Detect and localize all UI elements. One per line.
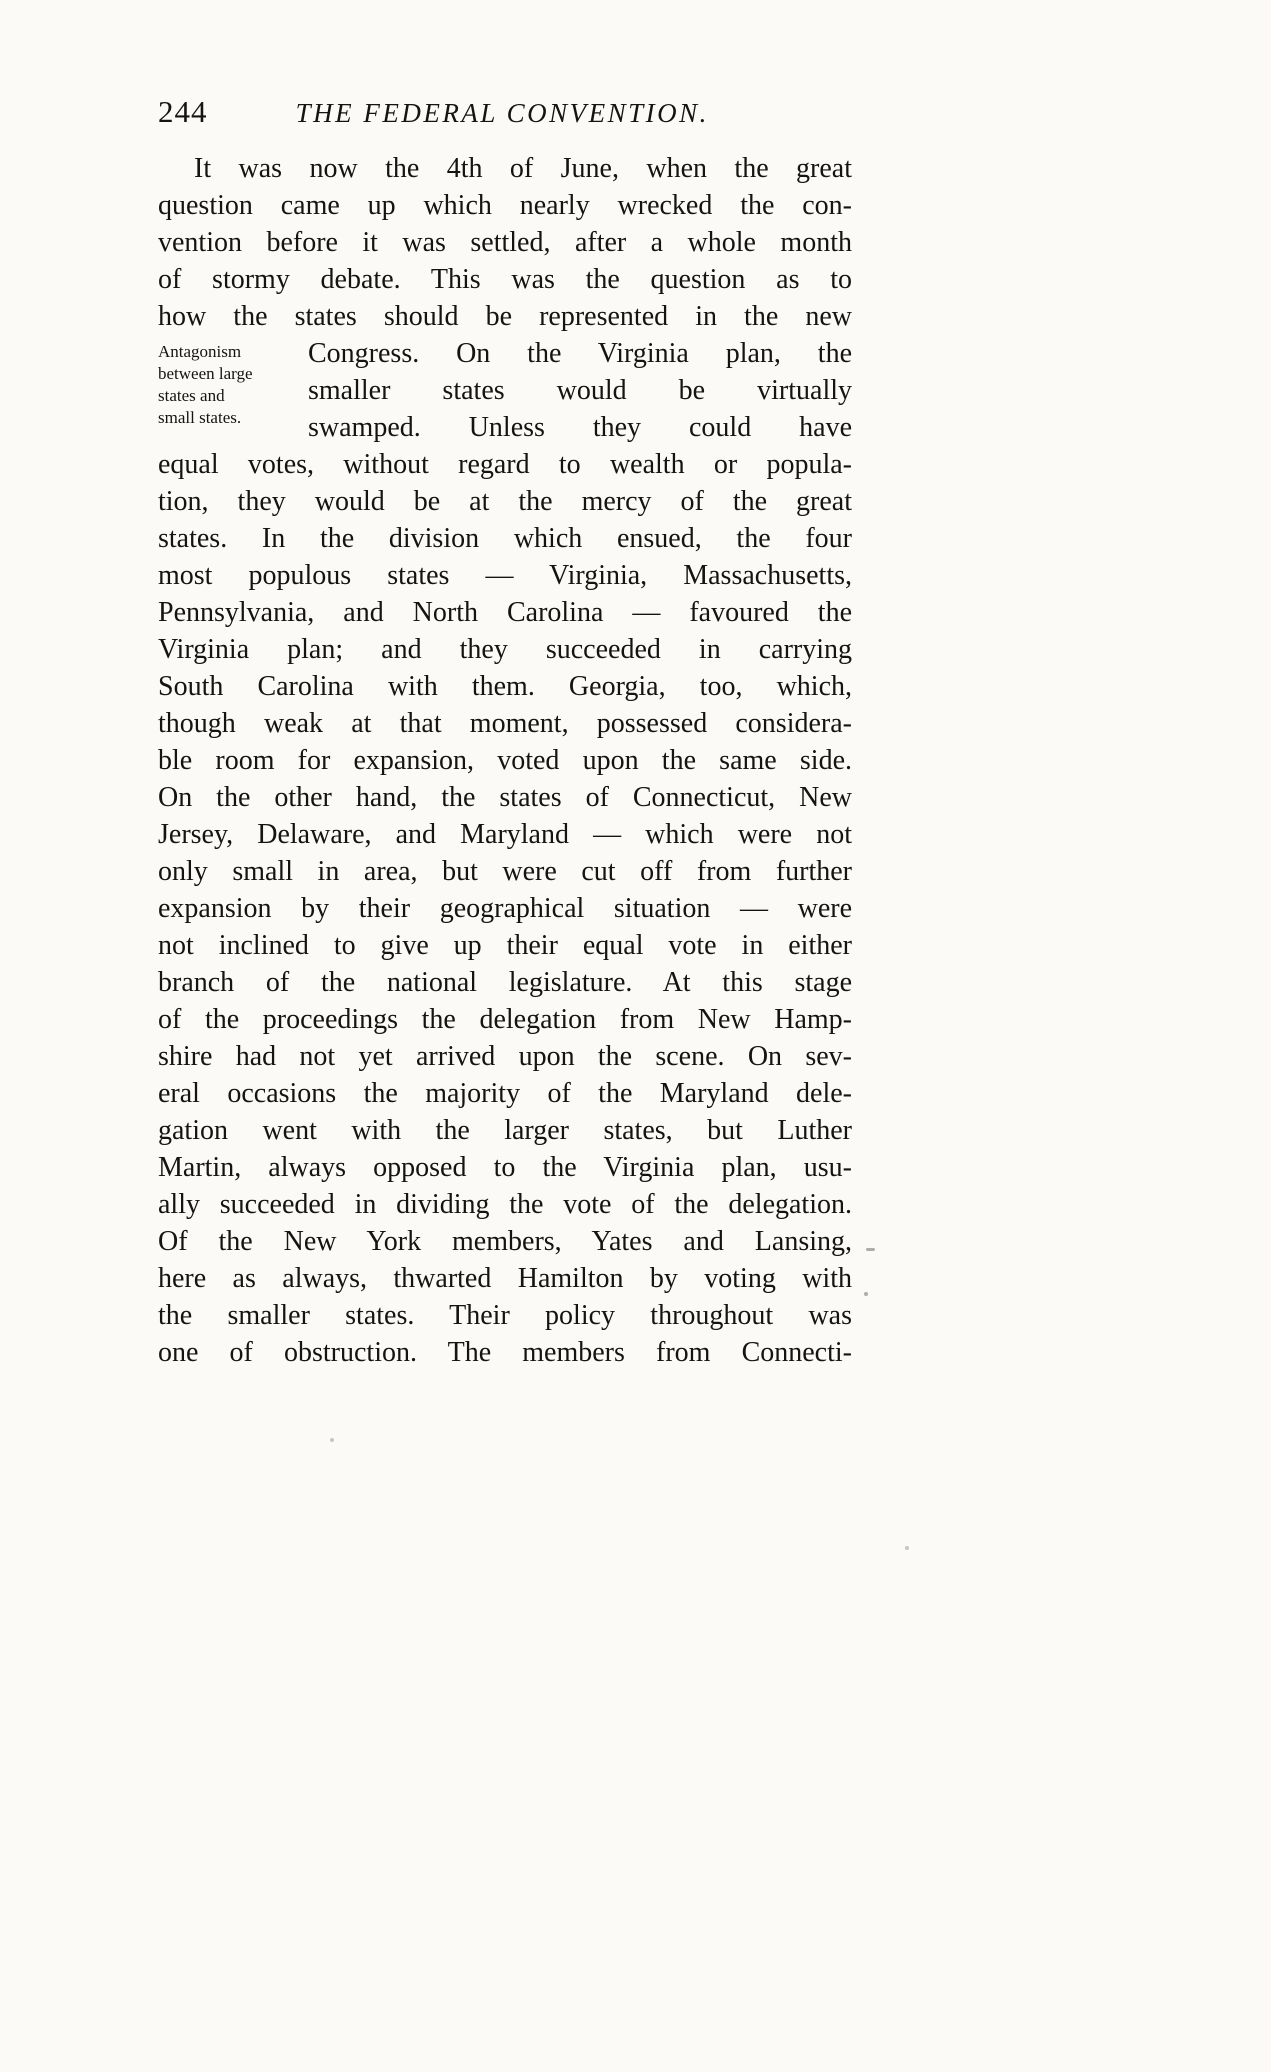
text-line: On the other hand, the states of Connecticut, New — [158, 782, 852, 813]
text-line: how the states should be represented in the new — [158, 301, 852, 332]
text-line: though weak at that moment, possessed considera- — [158, 708, 852, 739]
scan-artifact — [330, 1438, 334, 1442]
scan-artifact — [905, 1546, 909, 1550]
text-line: equal votes, without regard to wealth or popula- — [158, 449, 852, 480]
page-header — [158, 94, 852, 130]
page-number: 244 — [158, 94, 208, 129]
text-line: Jersey, Delaware, and Maryland — which were not — [158, 819, 852, 850]
text-line: one of obstruction. The members from Connecti- — [158, 1337, 852, 1368]
text-line: states. In the division which ensued, the four — [158, 523, 852, 554]
text-line: South Carolina with them. Georgia, too, which, — [158, 671, 852, 702]
text-line: only small in area, but were cut off from further — [158, 856, 852, 887]
text-line: of stormy debate. This was the question as to — [158, 264, 852, 295]
scan-artifact — [866, 1248, 875, 1251]
note-row — [158, 335, 852, 446]
scan-artifact — [864, 1292, 868, 1296]
text-line: eral occasions the majority of the Maryland dele- — [158, 1078, 852, 1109]
text-line: Pennsylvania, and North Carolina — favoured the — [158, 597, 852, 628]
text-line: branch of the national legislature. At this stage — [158, 967, 852, 998]
text-line: of the proceedings the delegation from New Hamp- — [158, 1004, 852, 1035]
text-line: tion, they would be at the mercy of the great — [158, 486, 852, 517]
running-title: THE FEDERAL CONVENTION. — [295, 98, 709, 128]
text-line: It was now the 4th of June, when the great — [194, 153, 852, 184]
text-line: not inclined to give up their equal vote in either — [158, 930, 852, 961]
text-line: smaller states would be virtually — [308, 375, 852, 406]
paragraph-top — [158, 150, 852, 335]
margin-note-line: between large — [158, 364, 253, 383]
text-line: gation went with the larger states, but Luther — [158, 1115, 852, 1146]
text-line: vention before it was settled, after a whole month — [158, 227, 852, 258]
text-line: the smaller states. Their policy throughout was — [158, 1300, 852, 1331]
text-line: expansion by their geographical situation — were — [158, 893, 852, 924]
text-line: here as always, thwarted Hamilton by voting with — [158, 1263, 852, 1294]
body-text — [158, 150, 852, 1371]
text-line: Martin, always opposed to the Virginia plan, usu- — [158, 1152, 852, 1183]
text-line: ally succeeded in dividing the vote of the delegation. — [158, 1189, 852, 1220]
text-line: Of the New York members, Yates and Lansing, — [158, 1226, 852, 1257]
text-line: Congress. On the Virginia plan, the — [308, 338, 852, 369]
text-line: question came up which nearly wrecked the con- — [158, 190, 852, 221]
text-line: swamped. Unless they could have — [308, 412, 852, 443]
text-line: most populous states — Virginia, Massachusetts, — [158, 560, 852, 591]
text-line: shire had not yet arrived upon the scene. On sev- — [158, 1041, 852, 1072]
margin-note-line: states and — [158, 386, 225, 405]
margin-note-line: small states. — [158, 408, 242, 427]
paragraph-bottom — [158, 446, 852, 1371]
text-line: ble room for expansion, voted upon the same side. — [158, 745, 852, 776]
margin-note-line: Antagonism — [158, 342, 242, 361]
text-line: Virginia plan; and they succeeded in carrying — [158, 634, 852, 665]
margin-note — [158, 335, 308, 446]
